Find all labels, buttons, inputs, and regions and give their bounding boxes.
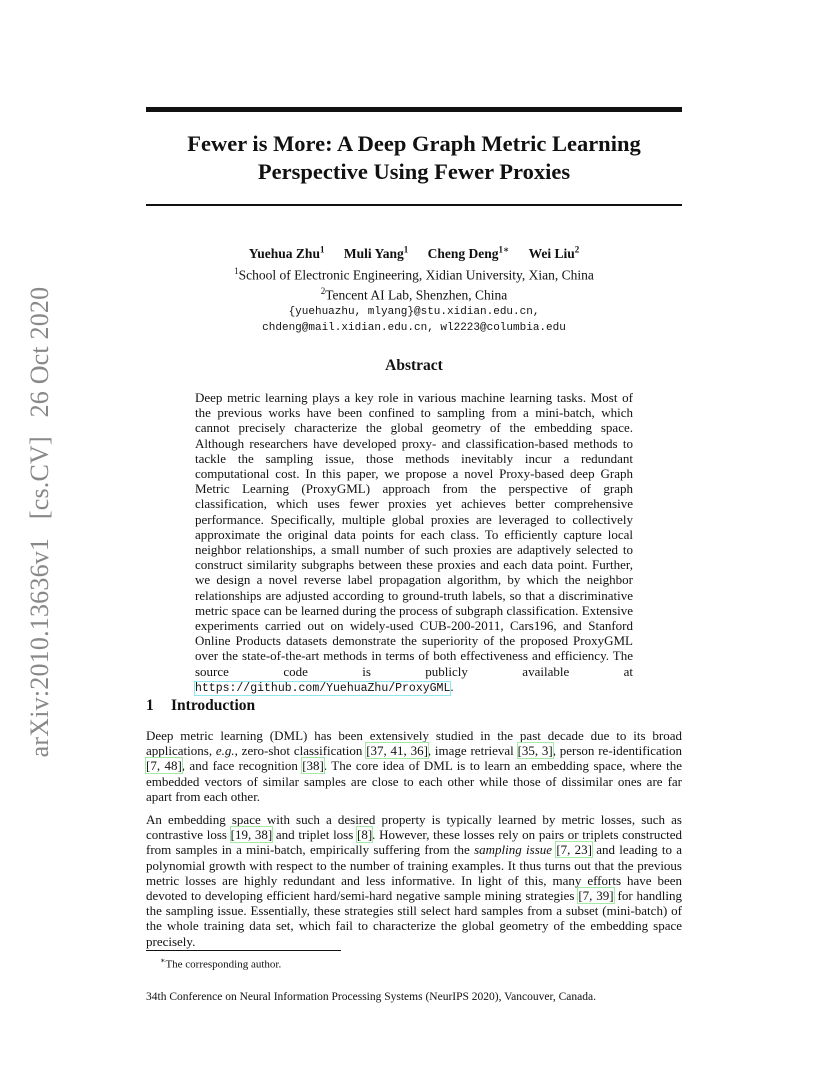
affiliation-sup: 1 bbox=[234, 265, 239, 276]
citation-link[interactable]: [7, 23] bbox=[556, 842, 592, 858]
intro-paragraph-2 bbox=[146, 812, 682, 949]
author bbox=[249, 246, 325, 261]
section-heading bbox=[146, 697, 255, 715]
venue-note: 34th Conference on Neural Information Processing Systems (NeurIPS 2020), Vancouver, Canada. bbox=[146, 991, 596, 1003]
section-number: 1 bbox=[146, 697, 154, 714]
paper-title bbox=[146, 130, 682, 186]
section-title: Introduction bbox=[171, 697, 256, 714]
author-name: Cheng Deng bbox=[427, 245, 499, 261]
author-list bbox=[146, 240, 682, 263]
email-line-2: chdeng@mail.xidian.edu.cn, wl2223@columbia.edu bbox=[262, 321, 566, 334]
emphasis: sampling issue bbox=[474, 842, 553, 858]
text: , person re-identification bbox=[552, 743, 682, 759]
citation-link[interactable]: [8] bbox=[356, 827, 373, 843]
citation-link[interactable]: [37, 41, 36] bbox=[366, 743, 428, 759]
affiliation-text: School of Electronic Engineering, Xidian University, Xian, China bbox=[238, 267, 594, 282]
text: and triplet loss bbox=[272, 827, 357, 843]
abstract-end: . bbox=[450, 678, 454, 694]
abstract-text: Deep metric learning plays a key role in various machine learning tasks. Most of the previous works have been confined to sampling from a mini-batch, which cannot precisely characterize the global geometry of the embedding space. Although researchers have developed proxy- and classification-based methods to tackle the sampling issue, those methods inevitably incur a redundant computational cost. In this paper, we propose a novel Proxy-based deep Graph Metric Learning (ProxyGML) approach from the perspective of graph classification, which uses fewer proxies yet achieves better comprehensive performance. Specifically, multiple global proxies are leveraged to collectively approximate the original data points for each class. To efficiently capture local neighbor relationships, a small number of such proxies are adaptively selected to construct similarity subgraphs between these proxies and each data point. Further, we design a novel reverse label propagation algorithm, by which the neighbor relationships are adjusted according to ground-truth labels, so that a discriminative metric space can be learned during the process of subgraph classification. Extensive experiments carried out on widely-used CUB-200-2011, Cars196, and Stanford Online Products datasets demonstrate the superiority of the proposed ProxyGML over the state-of-the-art methods in terms of both effectiveness and efficiency. The source code is publicly available at bbox=[195, 390, 633, 679]
author-sup: 1 bbox=[319, 244, 325, 254]
citation-link[interactable]: [35, 3] bbox=[517, 743, 553, 759]
intro-paragraph-1 bbox=[146, 728, 682, 804]
emphasis: e.g. bbox=[215, 743, 235, 759]
text: . However, these losses rely on pairs or triplets constructed from samples in a mini-batch, empirically suffering from the bbox=[146, 827, 682, 858]
abstract-body bbox=[195, 390, 633, 696]
arxiv-id: arXiv:2010.13636v1 bbox=[25, 537, 54, 758]
text: Deep metric learning (DML) has been extensively studied in the past decade due to its broad applications, bbox=[146, 728, 682, 759]
source-code-link[interactable]: https://github.com/YuehuaZhu/ProxyGML bbox=[195, 681, 451, 695]
author-block bbox=[146, 240, 682, 336]
affiliation-1 bbox=[146, 263, 682, 284]
text: , and face recognition bbox=[181, 758, 303, 774]
title-top-rule bbox=[146, 107, 682, 112]
affiliation-sup: 2 bbox=[320, 286, 326, 296]
author-sup: 2 bbox=[574, 244, 580, 254]
author-name: Wei Liu bbox=[528, 245, 575, 261]
author bbox=[529, 246, 580, 261]
arxiv-stamp bbox=[25, 281, 55, 764]
text: , zero-shot classification bbox=[234, 743, 367, 759]
text: and leading to a polynomial growth with respect to the number of training examples. It thus turns out that the previous metric losses are highly redundant and less informative. In light of this, many efforts have been devoted to developing efficient hard/semi-hard negative sample mining strategies bbox=[146, 842, 682, 904]
footnote-text: The corresponding author. bbox=[165, 958, 282, 971]
author-name: Muli Yang bbox=[343, 245, 404, 261]
title-bottom-rule bbox=[146, 204, 682, 206]
footnote-mark: ∗ bbox=[160, 956, 166, 965]
author-name: Yuehua Zhu bbox=[248, 245, 320, 261]
affiliation-2 bbox=[146, 283, 682, 304]
arxiv-category: [cs.CV] bbox=[25, 436, 54, 520]
citation-link[interactable]: [38] bbox=[302, 758, 324, 774]
text: An embedding space with such a desired property is typically learned by metric losses, such as contrastive loss bbox=[146, 812, 682, 843]
abstract-heading: Abstract bbox=[385, 357, 443, 374]
author bbox=[428, 246, 510, 261]
author-sup: 1 bbox=[403, 244, 409, 254]
title-line-2: Perspective Using Fewer Proxies bbox=[257, 159, 571, 184]
affiliation-text: Tencent AI Lab, Shenzhen, China bbox=[325, 287, 508, 303]
author bbox=[344, 246, 408, 261]
text: , image retrieval bbox=[427, 743, 518, 759]
citation-link[interactable]: [19, 38] bbox=[230, 827, 273, 843]
text: for handling the sampling issue. Essentially, these strategies still select hard samples from a subset (mini-batch) of the whole training data set, which fail to characterize the global geometry of the embedding space precisely. bbox=[146, 888, 683, 949]
email-line-1: {yuehuazhu, mlyang}@stu.xidian.edu.cn, bbox=[288, 305, 540, 318]
text: . The core idea of DML is to learn an embedding space, where the embedded vectors of similar samples are close to each other while those of dissimilar ones are far apart from each other. bbox=[146, 758, 682, 804]
footnote-rule bbox=[146, 950, 341, 951]
footnote bbox=[160, 954, 281, 972]
title-line-1: Fewer is More: A Deep Graph Metric Learning bbox=[187, 131, 641, 156]
citation-link[interactable]: [7, 48] bbox=[146, 758, 182, 774]
arxiv-date: 26 Oct 2020 bbox=[25, 286, 54, 418]
author-sup: 1∗ bbox=[498, 244, 510, 254]
citation-link[interactable]: [7, 39] bbox=[578, 888, 614, 904]
